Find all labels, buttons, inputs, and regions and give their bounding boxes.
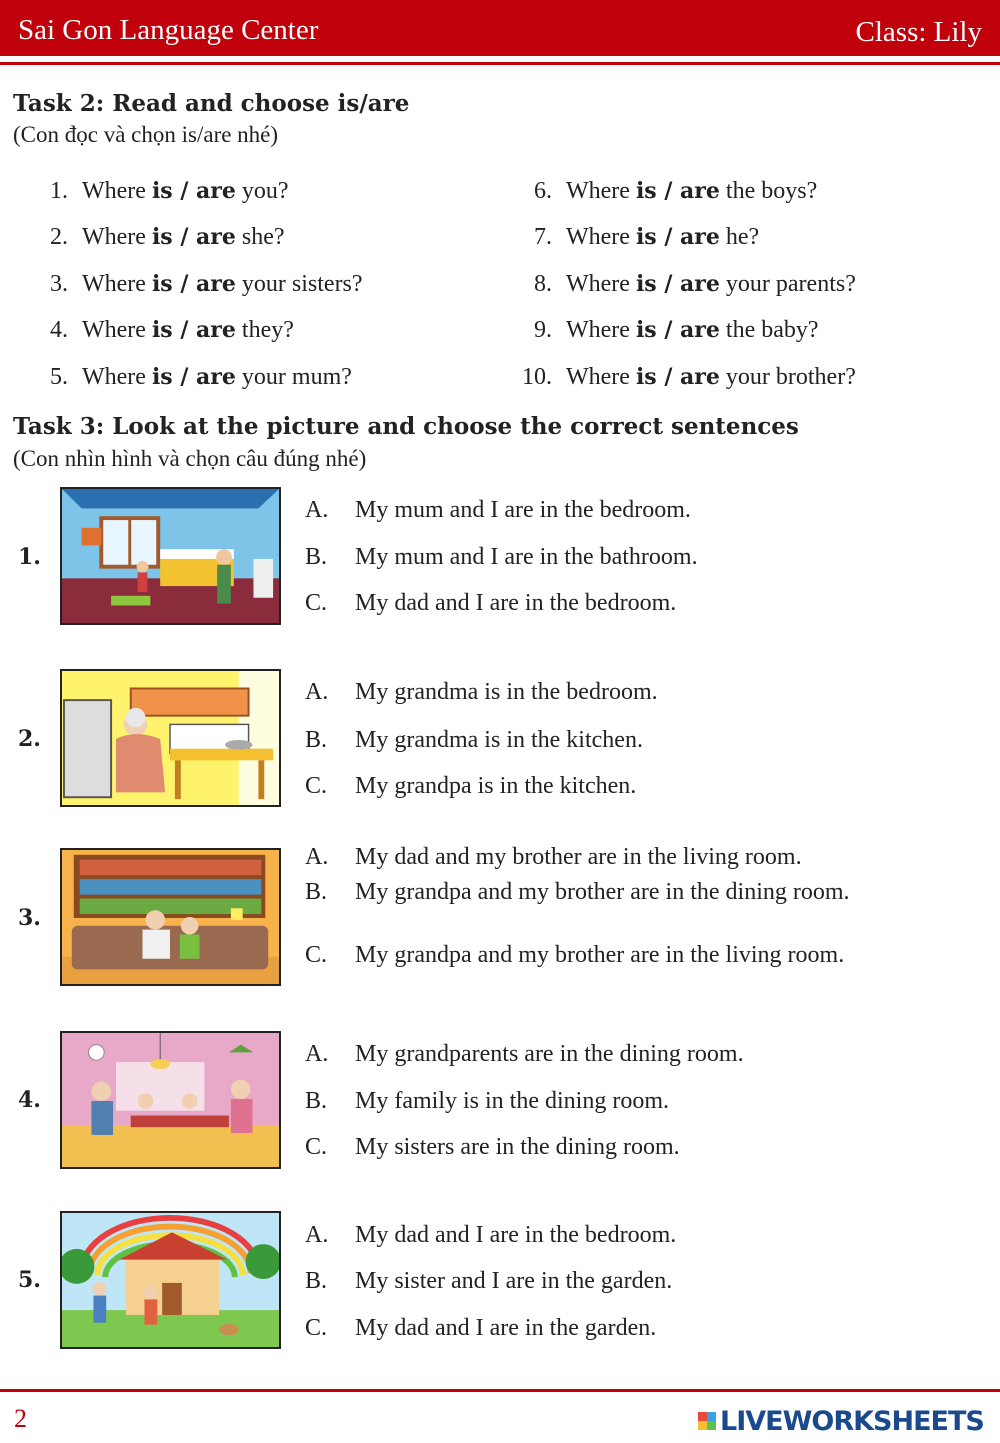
item-5-number: 5. [18,1267,41,1293]
liveworksheets-logo [698,1406,984,1436]
is-are-choice[interactable]: is / are [635,224,720,250]
living-room-picture [60,848,281,986]
item-4-number: 4. [18,1087,41,1113]
header-bar [0,0,1000,56]
header-rule [0,62,1000,65]
question-4: 4. Where is / are they? [50,317,294,343]
is-are-choice[interactable]: is / are [151,224,236,250]
question-9: 9. Where is / are the baby? [534,317,819,343]
garden-picture [60,1211,281,1349]
is-are-choice[interactable]: is / are [151,178,236,204]
item-3-number: 3. [18,905,41,931]
question-1: 1. Where is / are you? [50,178,289,204]
question-3: 3. Where is / are your sisters? [50,271,363,297]
is-are-choice[interactable]: is / are [635,317,720,343]
question-7: 7. Where is / are he? [534,224,760,250]
page-number: 2 [14,1404,27,1433]
is-are-choice[interactable]: is / are [635,178,720,204]
question-10: 10. Where is / are your brother? [522,364,856,390]
question-5: 5. Where is / are your mum? [50,364,352,390]
is-are-choice[interactable]: is / are [635,271,720,297]
is-are-choice[interactable]: is / are [635,364,720,390]
footer-rule [0,1389,1000,1392]
question-2: 2. Where is / are she? [50,224,285,250]
task3-subtitle: (Con nhìn hình và chọn câu đúng nhé) [13,446,367,471]
center-name: Sai Gon Language Center [18,14,319,46]
question-8: 8. Where is / are your parents? [534,271,856,297]
is-are-choice[interactable]: is / are [151,364,236,390]
kitchen-picture [60,669,281,807]
bedroom-picture [60,487,281,625]
logo-icon [698,1412,716,1430]
question-6: 6. Where is / are the boys? [534,178,818,204]
item-2-number: 2. [18,726,41,752]
task2-subtitle: (Con đọc và chọn is/are nhé) [13,122,279,147]
task3-title: Task 3: Look at the picture and choose the correct sentences [13,413,799,440]
item-1-number: 1. [18,544,41,570]
dining-room-picture [60,1031,281,1169]
is-are-choice[interactable]: is / are [151,271,236,297]
class-label: Class: Lily [855,16,982,48]
is-are-choice[interactable]: is / are [151,317,236,343]
task2-title: Task 2: Read and choose is/are [13,90,410,117]
logo-text: LIVEWORKSHEETS [720,1405,984,1437]
